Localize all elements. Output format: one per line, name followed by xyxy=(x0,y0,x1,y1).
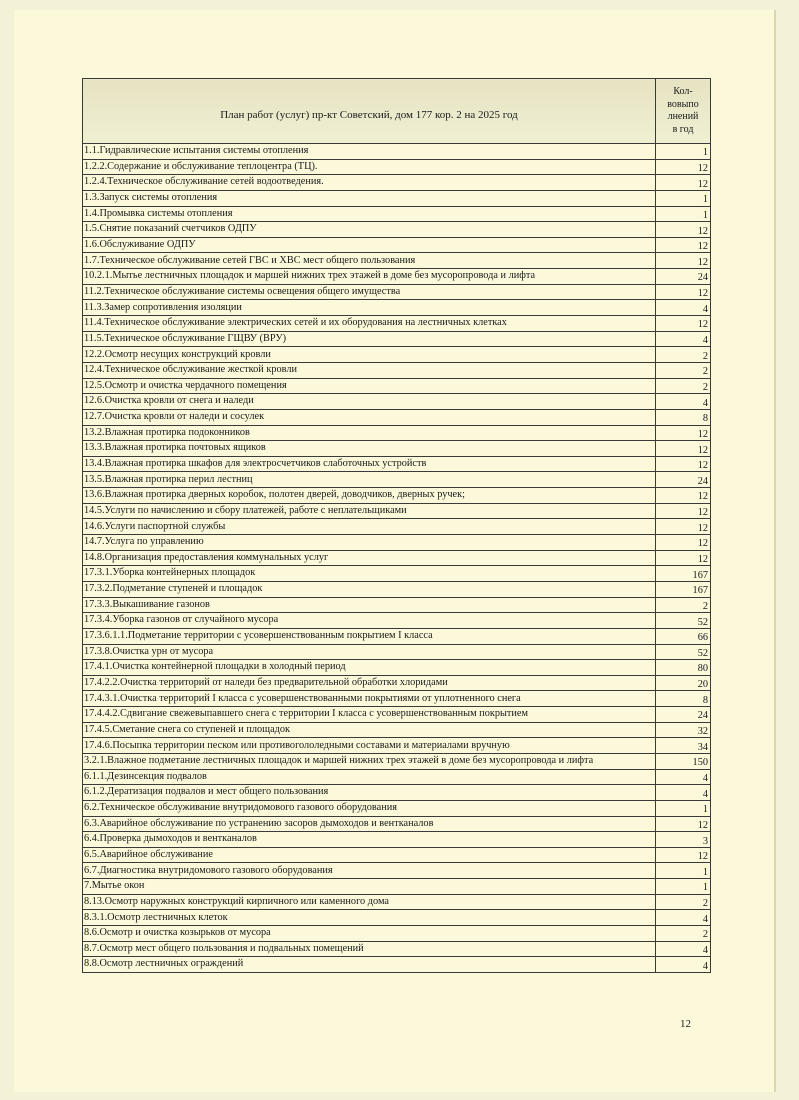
work-name-cell: 7.Мытье окон xyxy=(83,879,656,895)
work-name-cell: 17.4.6.Посыпка территории песком или противогололедными составами и материалами вручную xyxy=(83,738,656,754)
work-name-cell: 13.2.Влажная протирка подоконников xyxy=(83,425,656,441)
work-name-cell: 1.7.Техническое обслуживание сетей ГВС и ХВС мест общего пользования xyxy=(83,253,656,269)
work-name-cell: 17.3.2.Подметание ступеней и площадок xyxy=(83,581,656,597)
work-name-cell: 13.6.Влажная протирка дверных коробок, полотен дверей, доводчиков, дверных ручек; xyxy=(83,488,656,504)
work-name-cell: 13.4.Влажная протирка шкафов для электросчетчиков слаботочных устройств xyxy=(83,456,656,472)
frequency-cell: 24 xyxy=(656,707,711,723)
table-row xyxy=(83,175,711,191)
table-row xyxy=(83,566,711,582)
work-name-cell: 6.2.Техническое обслуживание внутридомового газового оборудования xyxy=(83,800,656,816)
work-plan-table xyxy=(82,78,711,973)
table-row xyxy=(83,926,711,942)
table-row xyxy=(83,503,711,519)
work-name-cell: 1.6.Обслуживание ОДПУ xyxy=(83,237,656,253)
work-name-cell: 6.5.Аварийное обслуживание xyxy=(83,847,656,863)
work-name-cell: 6.4.Проверка дымоходов и вентканалов xyxy=(83,832,656,848)
frequency-cell: 4 xyxy=(656,785,711,801)
table-row xyxy=(83,863,711,879)
frequency-cell: 8 xyxy=(656,691,711,707)
frequency-cell: 12 xyxy=(656,816,711,832)
table-row xyxy=(83,362,711,378)
frequency-cell: 2 xyxy=(656,597,711,613)
frequency-cell: 66 xyxy=(656,628,711,644)
document-page xyxy=(14,10,776,1092)
table-row xyxy=(83,832,711,848)
table-row xyxy=(83,910,711,926)
frequency-cell: 2 xyxy=(656,347,711,363)
frequency-cell: 20 xyxy=(656,675,711,691)
table-row xyxy=(83,316,711,332)
table-row xyxy=(83,581,711,597)
table-row xyxy=(83,816,711,832)
table-row xyxy=(83,519,711,535)
frequency-cell: 2 xyxy=(656,894,711,910)
work-name-cell: 17.3.1.Уборка контейнерных площадок xyxy=(83,566,656,582)
work-name-cell: 11.2.Техническое обслуживание системы освещения общего имущества xyxy=(83,284,656,300)
table-row xyxy=(83,722,711,738)
work-name-cell: 1.1.Гидравлические испытания системы отопления xyxy=(83,144,656,160)
work-name-cell: 17.3.3.Выкашивание газонов xyxy=(83,597,656,613)
table-row xyxy=(83,190,711,206)
table-row xyxy=(83,409,711,425)
work-name-cell: 8.7.Осмотр мест общего пользования и подвальных помещений xyxy=(83,941,656,957)
frequency-cell: 4 xyxy=(656,957,711,973)
frequency-cell: 4 xyxy=(656,331,711,347)
frequency-cell: 12 xyxy=(656,284,711,300)
table-row xyxy=(83,269,711,285)
frequency-cell: 4 xyxy=(656,769,711,785)
frequency-cell: 52 xyxy=(656,644,711,660)
table-row xyxy=(83,675,711,691)
work-name-cell: 1.5.Снятие показаний счетчиков ОДПУ xyxy=(83,222,656,238)
table-row xyxy=(83,738,711,754)
table-row xyxy=(83,753,711,769)
work-name-cell: 17.3.8.Очистка урн от мусора xyxy=(83,644,656,660)
frequency-cell: 24 xyxy=(656,472,711,488)
work-name-cell: 17.4.1.Очистка контейнерной площадки в холодный период xyxy=(83,660,656,676)
frequency-cell: 1 xyxy=(656,144,711,160)
table-row xyxy=(83,660,711,676)
work-name-cell: 14.8.Организация предоставления коммунальных услуг xyxy=(83,550,656,566)
table-row xyxy=(83,253,711,269)
work-name-cell: 6.1.2.Дератизация подвалов и мест общего пользования xyxy=(83,785,656,801)
work-name-cell: 12.2.Осмотр несущих конструкций кровли xyxy=(83,347,656,363)
work-name-cell: 8.13.Осмотр наружных конструкций кирпичного или каменного дома xyxy=(83,894,656,910)
frequency-cell: 12 xyxy=(656,159,711,175)
table-row xyxy=(83,300,711,316)
table-row xyxy=(83,707,711,723)
frequency-cell: 12 xyxy=(656,316,711,332)
table-row xyxy=(83,847,711,863)
frequency-cell: 1 xyxy=(656,206,711,222)
table-row xyxy=(83,441,711,457)
work-name-cell: 17.4.4.2.Сдвигание свежевыпавшего снега с территории I класса с усовершенствованным покрытием xyxy=(83,707,656,723)
work-name-cell: 12.7.Очистка кровли от наледи и сосулек xyxy=(83,409,656,425)
frequency-cell: 12 xyxy=(656,847,711,863)
table-row xyxy=(83,347,711,363)
frequency-cell: 1 xyxy=(656,190,711,206)
frequency-cell: 4 xyxy=(656,300,711,316)
table-row xyxy=(83,941,711,957)
table-row xyxy=(83,159,711,175)
frequency-cell: 12 xyxy=(656,535,711,551)
frequency-cell: 12 xyxy=(656,237,711,253)
frequency-cell: 12 xyxy=(656,175,711,191)
work-name-cell: 12.6.Очистка кровли от снега и наледи xyxy=(83,394,656,410)
frequency-cell: 12 xyxy=(656,550,711,566)
frequency-cell: 4 xyxy=(656,910,711,926)
table-row xyxy=(83,425,711,441)
table-row xyxy=(83,769,711,785)
frequency-cell: 12 xyxy=(656,222,711,238)
table-row xyxy=(83,879,711,895)
table-row xyxy=(83,222,711,238)
table-row xyxy=(83,206,711,222)
frequency-cell: 12 xyxy=(656,519,711,535)
work-name-cell: 12.4.Техническое обслуживание жесткой кровли xyxy=(83,362,656,378)
work-name-cell: 11.3.Замер сопротивления изоляции xyxy=(83,300,656,316)
table-row xyxy=(83,331,711,347)
frequency-cell: 80 xyxy=(656,660,711,676)
frequency-cell: 2 xyxy=(656,926,711,942)
frequency-cell: 1 xyxy=(656,879,711,895)
work-name-cell: 11.5.Техническое обслуживание ГЩВУ (ВРУ) xyxy=(83,331,656,347)
work-name-cell: 14.5.Услуги по начислению и сбору платежей, работе с неплательщиками xyxy=(83,503,656,519)
work-name-cell: 8.3.1.Осмотр лестничных клеток xyxy=(83,910,656,926)
page-number: 12 xyxy=(680,1018,691,1030)
table-row xyxy=(83,488,711,504)
work-name-cell: 17.4.2.2.Очистка территорий от наледи без предварительной обработки хлоридами xyxy=(83,675,656,691)
frequency-cell: 3 xyxy=(656,832,711,848)
table-row xyxy=(83,456,711,472)
frequency-cell: 167 xyxy=(656,566,711,582)
table-row xyxy=(83,957,711,973)
frequency-cell: 167 xyxy=(656,581,711,597)
table-row xyxy=(83,535,711,551)
work-name-cell: 17.3.6.1.1.Подметание территории с усовершенствованным покрытием I класса xyxy=(83,628,656,644)
table-row xyxy=(83,628,711,644)
frequency-cell: 34 xyxy=(656,738,711,754)
work-name-cell: 1.3.Запуск системы отопления xyxy=(83,190,656,206)
work-name-cell: 6.3.Аварийное обслуживание по устранению засоров дымоходов и вентканалов xyxy=(83,816,656,832)
table-row xyxy=(83,144,711,160)
table-row xyxy=(83,284,711,300)
table-row xyxy=(83,644,711,660)
work-name-cell: 11.4.Техническое обслуживание электрических сетей и их оборудования на лестничных клетках xyxy=(83,316,656,332)
table-row xyxy=(83,597,711,613)
work-name-cell: 6.7.Диагностика внутридомового газового оборудования xyxy=(83,863,656,879)
table-row xyxy=(83,894,711,910)
table-row xyxy=(83,691,711,707)
frequency-cell: 4 xyxy=(656,394,711,410)
work-name-cell: 14.6.Услуги паспортной службы xyxy=(83,519,656,535)
frequency-cell: 1 xyxy=(656,800,711,816)
frequency-cell: 12 xyxy=(656,425,711,441)
frequency-cell: 12 xyxy=(656,456,711,472)
frequency-cell: 12 xyxy=(656,441,711,457)
table-row xyxy=(83,378,711,394)
work-name-cell: 1.2.2.Содержание и обслуживание теплоцентра (ТЦ). xyxy=(83,159,656,175)
work-name-cell: 17.3.4.Уборка газонов от случайного мусора xyxy=(83,613,656,629)
work-name-cell: 6.1.1.Дезинсекция подвалов xyxy=(83,769,656,785)
frequency-cell: 24 xyxy=(656,269,711,285)
qty-header-text: Кол- вовыпо лнений в год xyxy=(667,86,699,135)
work-name-cell: 3.2.1.Влажное подметание лестничных площадок и маршей нижних трех этажей в доме без мусоропровода и лифта xyxy=(83,753,656,769)
work-name-cell: 12.5.Осмотр и очистка чердачного помещения xyxy=(83,378,656,394)
table-row xyxy=(83,550,711,566)
frequency-cell: 4 xyxy=(656,941,711,957)
work-name-cell: 1.2.4.Техническое обслуживание сетей водоотведения. xyxy=(83,175,656,191)
work-name-cell: 8.6.Осмотр и очистка козырьков от мусора xyxy=(83,926,656,942)
work-name-cell: 13.3.Влажная протирка почтовых ящиков xyxy=(83,441,656,457)
table-row xyxy=(83,613,711,629)
frequency-cell: 12 xyxy=(656,253,711,269)
qty-column-header xyxy=(656,79,711,144)
work-name-cell: 17.4.5.Сметание снега со ступеней и площадок xyxy=(83,722,656,738)
frequency-cell: 32 xyxy=(656,722,711,738)
work-name-cell: 1.4.Промывка системы отопления xyxy=(83,206,656,222)
frequency-cell: 1 xyxy=(656,863,711,879)
work-name-cell: 13.5.Влажная протирка перил лестниц xyxy=(83,472,656,488)
work-name-cell: 14.7.Услуга по управлению xyxy=(83,535,656,551)
table-row xyxy=(83,394,711,410)
table-row xyxy=(83,237,711,253)
frequency-cell: 8 xyxy=(656,409,711,425)
table-row xyxy=(83,472,711,488)
frequency-cell: 2 xyxy=(656,378,711,394)
work-name-cell: 10.2.1.Мытье лестничных площадок и маршей нижних трех этажей в доме без мусоропровода и лифта xyxy=(83,269,656,285)
frequency-cell: 52 xyxy=(656,613,711,629)
table-row xyxy=(83,800,711,816)
work-name-cell: 17.4.3.1.Очистка территорий I класса с усовершенствованными покрытиями от уплотненного снега xyxy=(83,691,656,707)
frequency-cell: 12 xyxy=(656,488,711,504)
table-row xyxy=(83,785,711,801)
frequency-cell: 2 xyxy=(656,362,711,378)
work-name-cell: 8.8.Осмотр лестничных ограждений xyxy=(83,957,656,973)
table-header-row xyxy=(83,79,711,144)
table-title: План работ (услуг) пр-кт Советский, дом 177 кор. 2 на 2025 год xyxy=(83,79,656,144)
frequency-cell: 150 xyxy=(656,753,711,769)
frequency-cell: 12 xyxy=(656,503,711,519)
